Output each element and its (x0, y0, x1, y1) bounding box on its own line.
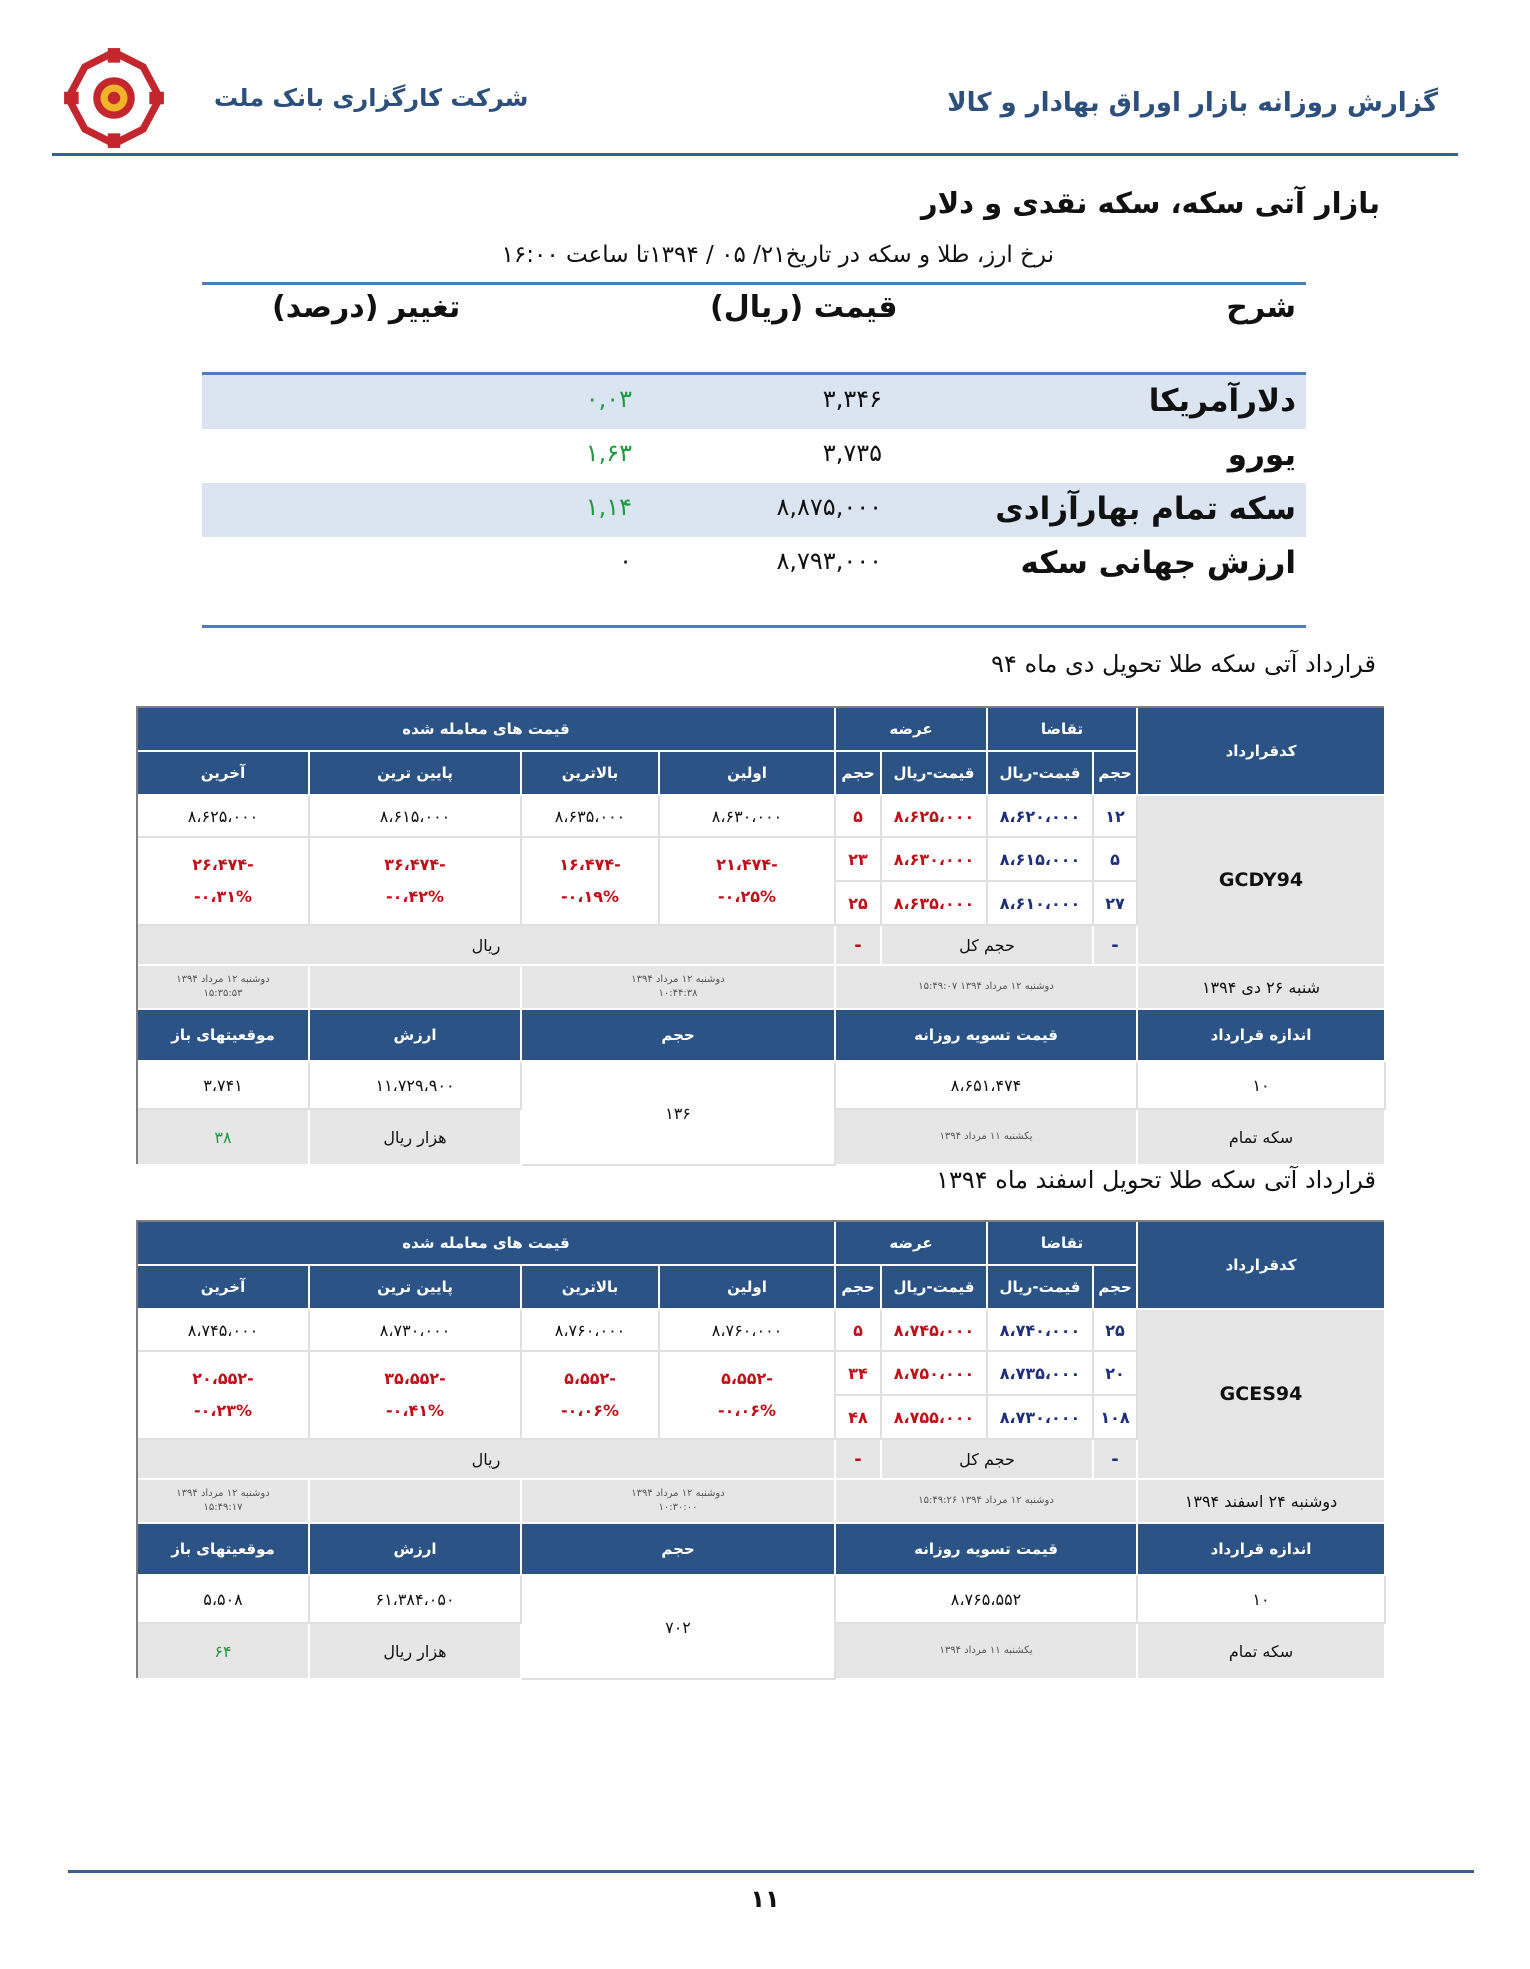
currency-label: ریال (138, 926, 836, 966)
change-percent: ۰،۴۱%- (385, 1401, 445, 1420)
header-last: آخرین (138, 1266, 310, 1310)
header-demand: تقاضا (988, 708, 1138, 752)
traded-high-price: ۸،۷۶۰،۰۰۰ (522, 1310, 660, 1352)
demand-volume: ۱۰۸ (1094, 1396, 1138, 1440)
first-trade-time (522, 966, 836, 1010)
header-contract-code: کدقرارداد (1138, 1222, 1386, 1310)
last-trade-time (138, 1480, 310, 1524)
change-percent: ۰،۲۵%- (717, 887, 777, 906)
summary-row-eur (202, 429, 1306, 483)
row-name: سکه تمام بهارآزادی (995, 491, 1296, 527)
header-high: بالاترین (522, 752, 660, 796)
traded-low-price: ۸،۶۱۵،۰۰۰ (310, 796, 522, 838)
supply-volume: ۵ (836, 796, 882, 838)
supply-demand-time: دوشنبه ۱۲ مرداد ۱۳۹۴ ۱۵:۴۹:۲۶ (836, 1480, 1138, 1524)
traded-last-change (138, 838, 310, 926)
time-clock: ۱۵:۳۵:۵۳ (203, 988, 243, 999)
header-supply: عرضه (836, 1222, 988, 1266)
change-amount: -۳۶،۴۷۴ (384, 855, 446, 874)
traded-last-price: ۸،۷۴۵،۰۰۰ (138, 1310, 310, 1352)
change-amount: -۲۰،۵۵۲ (192, 1369, 254, 1388)
supply-price: ۸،۷۴۵،۰۰۰ (882, 1310, 988, 1352)
supply-total-dash: - (836, 1440, 882, 1480)
traded-first-price: ۸،۷۶۰،۰۰۰ (660, 1310, 836, 1352)
row-price: ۸,۸۷۵,۰۰۰ (776, 493, 882, 521)
supply-volume: ۴۸ (836, 1396, 882, 1440)
empty-cell (310, 1480, 522, 1524)
header-traded-prices: قیمت های معامله شده (138, 708, 836, 752)
demand-total-dash: - (1094, 926, 1138, 966)
row-name: یورو (1227, 437, 1296, 473)
time-clock: ۱۰:۳۰:۰۰ (658, 1502, 698, 1513)
demand-price: ۸،۶۱۰،۰۰۰ (988, 882, 1094, 926)
open-positions: ۵،۵۰۸ (138, 1576, 310, 1624)
bank-mellat-logo (62, 46, 166, 150)
header-demand-volume: حجم (1094, 1266, 1138, 1310)
demand-total-dash: - (1094, 1440, 1138, 1480)
summary-row-usd (202, 375, 1306, 429)
empty-cell (310, 966, 522, 1010)
traded-high-change (522, 838, 660, 926)
currency-label: ریال (138, 1440, 836, 1480)
value-unit: هزار ریال (310, 1110, 522, 1166)
row-price: ۸,۷۹۳,۰۰۰ (776, 547, 882, 575)
settlement-date: یکشنبه ۱۱ مرداد ۱۳۹۴ (836, 1110, 1138, 1166)
header-supply-volume: حجم (836, 752, 882, 796)
header-value: ارزش (310, 1010, 522, 1062)
section-title: بازار آتی سکه، سکه نقدی و دلار (920, 186, 1380, 220)
contract-size: ۱۰ (1138, 1576, 1386, 1624)
header-high: بالاترین (522, 1266, 660, 1310)
company-name: شرکت کارگزاری بانک ملت (214, 84, 529, 112)
row-change: ۱,۶۳ (585, 439, 632, 467)
total-volume-label: حجم کل (882, 1440, 1094, 1480)
header-change: تغییر (درصد) (272, 290, 461, 325)
row-name: ارزش جهانی سکه (1020, 545, 1296, 581)
header-demand-price: قیمت-ریال (988, 1266, 1094, 1310)
supply-volume: ۲۳ (836, 838, 882, 882)
demand-price: ۸،۶۲۰،۰۰۰ (988, 796, 1094, 838)
row-name: دلارآمریکا (1148, 383, 1296, 419)
demand-volume: ۲۷ (1094, 882, 1138, 926)
page-number: ۱۱ (750, 1885, 780, 1913)
settlement-price: ۸،۷۶۵،۵۵۲ (836, 1576, 1138, 1624)
row-price: ۳,۷۳۵ (822, 439, 882, 467)
demand-volume: ۲۵ (1094, 1310, 1138, 1352)
total-volume-label: حجم کل (882, 926, 1094, 966)
header-demand: تقاضا (988, 1222, 1138, 1266)
header-price: قیمت (ریال) (710, 290, 898, 325)
header-supply-price: قیمت-ریال (882, 1266, 988, 1310)
change-amount: -۵،۵۵۲ (721, 1369, 773, 1388)
header-supply: عرضه (836, 708, 988, 752)
open-positions: ۳،۷۴۱ (138, 1062, 310, 1110)
change-percent: ۰،۰۶%- (717, 1401, 777, 1420)
supply-volume: ۲۵ (836, 882, 882, 926)
traded-high-price: ۸،۶۳۵،۰۰۰ (522, 796, 660, 838)
header-open-positions: موقعیتهای باز (138, 1524, 310, 1576)
header-divider (52, 153, 1458, 156)
open-positions-change: ۳۸ (138, 1110, 310, 1166)
expiry-date: شنبه ۲۶ دی ۱۳۹۴ (1138, 966, 1386, 1010)
change-amount: -۲۱،۴۷۴ (716, 855, 778, 874)
table-rule (202, 625, 1306, 628)
header-traded-prices: قیمت های معامله شده (138, 1222, 836, 1266)
change-amount: -۳۵،۵۵۲ (384, 1369, 446, 1388)
settlement-price: ۸،۶۵۱،۴۷۴ (836, 1062, 1138, 1110)
header-first: اولین (660, 1266, 836, 1310)
value-unit: هزار ریال (310, 1624, 522, 1680)
header-volume: حجم (522, 1524, 836, 1576)
price-summary-table (202, 282, 1306, 628)
header-settlement-price: قیمت تسویه روزانه (836, 1524, 1138, 1576)
traded-last-change (138, 1352, 310, 1440)
demand-price: ۸،۷۴۰،۰۰۰ (988, 1310, 1094, 1352)
contract-unit: سکه تمام (1138, 1624, 1386, 1680)
time-clock: ۱۵:۴۹:۱۷ (203, 1502, 243, 1513)
header-value: ارزش (310, 1524, 522, 1576)
trade-value: ۶۱،۳۸۴،۰۵۰ (310, 1576, 522, 1624)
time-clock: ۱۰:۴۴:۳۸ (658, 988, 698, 999)
header-volume: حجم (522, 1010, 836, 1062)
header-contract-code: کدقرارداد (1138, 708, 1386, 796)
demand-price: ۸،۷۳۰،۰۰۰ (988, 1396, 1094, 1440)
futures-contract-table (136, 706, 1384, 1164)
report-title: گزارش روزانه بازار اوراق بهادار و کالا (947, 88, 1438, 118)
traded-last-price: ۸،۶۲۵،۰۰۰ (138, 796, 310, 838)
change-percent: ۰،۰۶%- (560, 1401, 620, 1420)
supply-price: ۸،۶۳۰،۰۰۰ (882, 838, 988, 882)
traded-first-change (660, 1352, 836, 1440)
footer-divider (68, 1870, 1474, 1873)
change-percent: ۰،۱۹%- (560, 887, 620, 906)
section-subtitle: نرخ ارز، طلا و سکه در تاریخ۲۱/ ۰۵ / ۱۳۹۴تا ساعت ۱۶:۰۰ (501, 242, 1054, 268)
row-change: ۰,۰۳ (585, 385, 632, 413)
change-amount: -۵،۵۵۲ (564, 1369, 616, 1388)
traded-high-change (522, 1352, 660, 1440)
time-date: دوشنبه ۱۲ مرداد ۱۳۹۴ (631, 1488, 725, 1499)
header-first: اولین (660, 752, 836, 796)
summary-row-world-coin (202, 537, 1306, 591)
header-demand-price: قیمت-ریال (988, 752, 1094, 796)
contract-unit: سکه تمام (1138, 1110, 1386, 1166)
trade-volume: ۱۳۶ (522, 1062, 836, 1166)
header-open-positions: موقعیتهای باز (138, 1010, 310, 1062)
header-contract-size: اندازه قرارداد (1138, 1010, 1386, 1062)
time-date: دوشنبه ۱۲ مرداد ۱۳۹۴ (176, 974, 270, 985)
contract-size: ۱۰ (1138, 1062, 1386, 1110)
header-low: پایین ترین (310, 1266, 522, 1310)
expiry-date: دوشنبه ۲۴ اسفند ۱۳۹۴ (1138, 1480, 1386, 1524)
row-change: ۰ (619, 547, 632, 575)
traded-low-change (310, 1352, 522, 1440)
header-desc: شرح (1226, 290, 1296, 325)
summary-row-coin (202, 483, 1306, 537)
header-low: پایین ترین (310, 752, 522, 796)
futures-contract-table (136, 1220, 1384, 1678)
settlement-date: یکشنبه ۱۱ مرداد ۱۳۹۴ (836, 1624, 1138, 1680)
table-rule (202, 282, 1306, 285)
header-demand-volume: حجم (1094, 752, 1138, 796)
supply-volume: ۳۴ (836, 1352, 882, 1396)
supply-price: ۸،۶۲۵،۰۰۰ (882, 796, 988, 838)
change-amount: -۱۶،۴۷۴ (559, 855, 621, 874)
traded-low-change (310, 838, 522, 926)
demand-price: ۸،۶۱۵،۰۰۰ (988, 838, 1094, 882)
header-contract-size: اندازه قرارداد (1138, 1524, 1386, 1576)
first-trade-time (522, 1480, 836, 1524)
contract-caption: قرارداد آتی سکه طلا تحویل دی ماه ۹۴ (991, 650, 1376, 678)
contract-caption: قرارداد آتی سکه طلا تحویل اسفند ماه ۱۳۹۴ (936, 1166, 1376, 1194)
supply-volume: ۵ (836, 1310, 882, 1352)
change-percent: ۰،۳۱%- (193, 887, 253, 906)
contract-code: GCDY94 (1138, 796, 1386, 966)
header-supply-volume: حجم (836, 1266, 882, 1310)
change-percent: ۰،۲۳%- (193, 1401, 253, 1420)
supply-total-dash: - (836, 926, 882, 966)
supply-price: ۸،۷۵۰،۰۰۰ (882, 1352, 988, 1396)
supply-price: ۸،۶۳۵،۰۰۰ (882, 882, 988, 926)
traded-first-change (660, 838, 836, 926)
open-positions-change: ۶۴ (138, 1624, 310, 1680)
change-amount: -۲۶،۴۷۴ (192, 855, 254, 874)
supply-price: ۸،۷۵۵،۰۰۰ (882, 1396, 988, 1440)
time-date: دوشنبه ۱۲ مرداد ۱۳۹۴ (176, 1488, 270, 1499)
header-supply-price: قیمت-ریال (882, 752, 988, 796)
trade-volume: ۷۰۲ (522, 1576, 836, 1680)
row-change: ۱,۱۴ (585, 493, 632, 521)
demand-volume: ۵ (1094, 838, 1138, 882)
demand-price: ۸،۷۳۵،۰۰۰ (988, 1352, 1094, 1396)
contract-code: GCES94 (1138, 1310, 1386, 1480)
traded-low-price: ۸،۷۳۰،۰۰۰ (310, 1310, 522, 1352)
row-price: ۳,۳۴۶ (822, 385, 882, 413)
trade-value: ۱۱،۷۲۹،۹۰۰ (310, 1062, 522, 1110)
supply-demand-time: دوشنبه ۱۲ مرداد ۱۳۹۴ ۱۵:۴۹:۰۷ (836, 966, 1138, 1010)
last-trade-time (138, 966, 310, 1010)
header-last: آخرین (138, 752, 310, 796)
time-date: دوشنبه ۱۲ مرداد ۱۳۹۴ (631, 974, 725, 985)
header-settlement-price: قیمت تسویه روزانه (836, 1010, 1138, 1062)
change-percent: ۰،۴۲%- (385, 887, 445, 906)
demand-volume: ۱۲ (1094, 796, 1138, 838)
traded-first-price: ۸،۶۳۰،۰۰۰ (660, 796, 836, 838)
demand-volume: ۲۰ (1094, 1352, 1138, 1396)
